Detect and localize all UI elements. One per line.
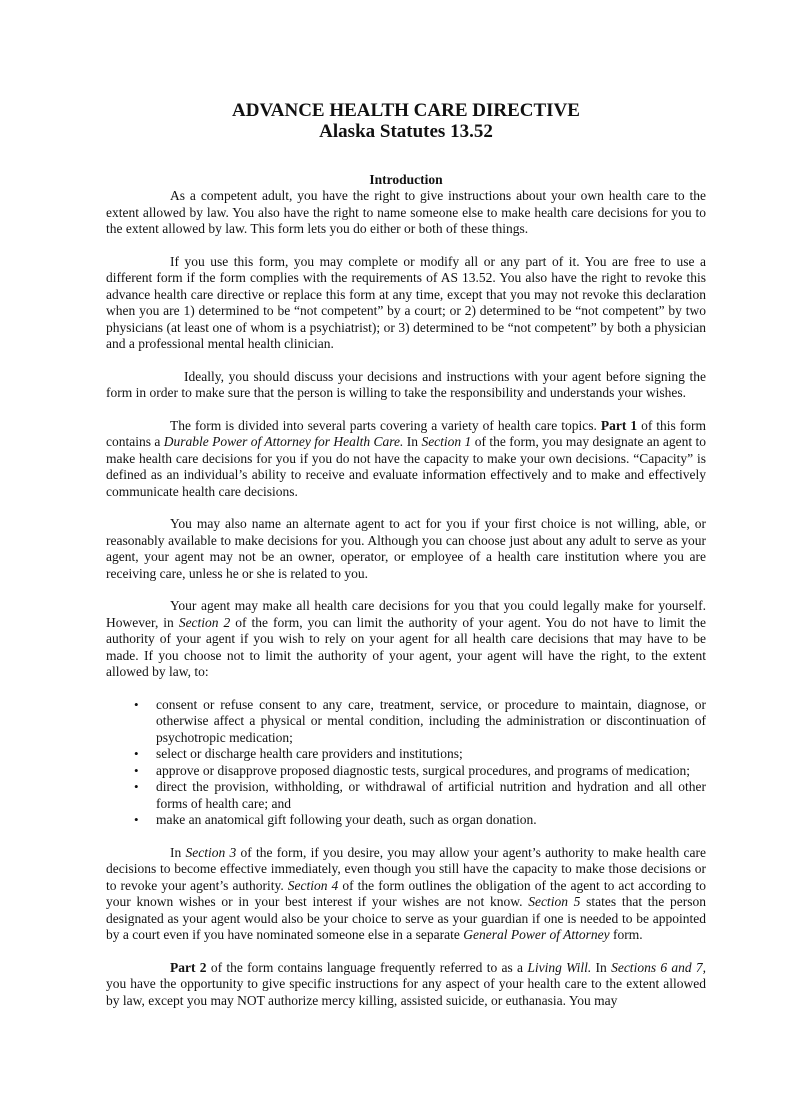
list-item bbox=[134, 746, 706, 763]
gpoa-term: General Power of Attorney bbox=[463, 927, 610, 942]
p7-text-b: of the form, if you desire, you may allow your agent’s authority to make health care decisions to become effective immediately, even though you still have the capacity to make those decisions or to revoke your agent’s authority. bbox=[106, 844, 706, 893]
bullet-icon: • bbox=[134, 762, 139, 778]
document-subtitle: Alaska Statutes 13.52 bbox=[319, 121, 493, 142]
p8-text-b: In bbox=[595, 959, 607, 975]
paragraph-3: Ideally, you should discuss your decisions and instructions with your agent before signing the form in order to make sure that the person is willing to take the responsibility and understands your wishes. bbox=[106, 368, 706, 400]
list-item-text: approve or disapprove proposed diagnostic tests, surgical procedures, and programs of medication; bbox=[156, 762, 690, 778]
bullet-icon: • bbox=[134, 779, 139, 794]
part-1-label: Part 1 bbox=[600, 417, 638, 433]
paragraph-5: You may also name an alternate agent to act for you if your first choice is not willing, able, or reasonably available to make decisions for you. Although you can choose just about any adult to serve as your agent, your agent may not be an owner, operator, or employee of a health care institution where you are receiving care, unless he or she is related to you. bbox=[106, 516, 706, 581]
bullet-icon: • bbox=[134, 746, 139, 761]
paragraph-8 bbox=[106, 960, 706, 1010]
list-item-text: make an anatomical gift following your death, such as organ donation. bbox=[156, 812, 537, 827]
list-item bbox=[134, 762, 706, 780]
p7-text-a: In bbox=[170, 844, 182, 860]
p8-text-c: you have the opportunity to give specific instructions for any aspect of your health care to the extent allowed by law, except you may NOT authorize mercy killing, assisted suicide, or euthanasia. You may bbox=[106, 976, 706, 1008]
list-item-text: consent or refuse consent to any care, treatment, service, or procedure to maintain, diagnose, or otherwise affect a physical or mental condition, including the administration or discontinuation of psychotropic medication; bbox=[156, 696, 706, 745]
paragraph-4 bbox=[106, 418, 706, 501]
p7-text-c: of the form outlines the obligation of the agent to act according to your known wishes or in your best interest if your wishes are not know. bbox=[106, 877, 706, 909]
p7-text-d: states that the person designated as your agent would also be your choice to serve as your guardian if one is needed to be appointed by a court even if you have nominated someone else in a separate bbox=[106, 894, 706, 942]
document-page bbox=[106, 100, 706, 1009]
part-2-label: Part 2 bbox=[170, 959, 207, 975]
sections-6-7-ref: Sections 6 and 7, bbox=[611, 959, 707, 975]
p6-text-a: Your agent may make all health care decisions for you that you could legally make for yourself. However, in bbox=[106, 598, 706, 630]
living-will-term: Living Will. bbox=[527, 959, 592, 975]
section-1-ref: Section 1 bbox=[421, 434, 472, 449]
p4-text-a: The form is divided into several parts covering a variety of health care topics. bbox=[170, 417, 597, 433]
introduction-heading: Introduction bbox=[369, 172, 443, 187]
section-4-ref: Section 4 bbox=[287, 877, 339, 893]
paragraph-2: If you use this form, you may complete or modify all or any part of it. You are free to use a different form if the form complies with the requirements of AS 13.52. You also have the right to revoke this advance health care directive or replace this form at any time, except that you may not revoke this declaration when you are 1) determined to be “not competent” by a court; or 2) determined to be “not competent” by two physicians (at least one of whom is a psychiatrist); or 3) determined to be “not competent” by both a physician and a professional mental health clinician. bbox=[106, 253, 706, 351]
paragraph-7 bbox=[106, 845, 706, 944]
p4-text-c: In bbox=[406, 434, 419, 449]
dpoa-term: Durable Power of Attorney for Health Care. bbox=[163, 434, 404, 449]
p4-text-d: of the form, you may designate an agent to make health care decisions for you if you do not have the capacity to make your own decisions. “Capacity” is defined as an individual’s ability to receive and evaluate information effectively and to make and effectively communicate health care decisions. bbox=[106, 434, 707, 499]
document-title: ADVANCE HEALTH CARE DIRECTIVE bbox=[232, 100, 580, 121]
bullet-icon: • bbox=[134, 812, 139, 827]
agent-rights-list bbox=[106, 697, 706, 829]
p8-text-a: of the form contains language frequently referred to as a bbox=[210, 959, 524, 975]
section-3-ref: Section 3 bbox=[185, 844, 237, 860]
p6-text-b: of the form, you can limit the authority of your agent. You do not have to limit the authority of your agent if you wish to rely on your agent for all health care decisions that may have to be made. If you choose not to limit the authority of your agent, your agent will have the right, to the extent allowed by law, to: bbox=[106, 614, 706, 679]
list-item bbox=[134, 779, 706, 812]
list-item bbox=[134, 812, 706, 829]
list-item bbox=[134, 696, 706, 747]
paragraph-6 bbox=[106, 598, 706, 681]
section-5-ref: Section 5 bbox=[528, 894, 581, 909]
list-item-text: select or discharge health care providers and institutions; bbox=[156, 746, 463, 761]
paragraph-1: As a competent adult, you have the right to give instructions about your own health care to the extent allowed by law. You also have the right to name someone else to make health care decisions for you to the extent allowed by law. This form lets you do either or both of these things. bbox=[106, 188, 706, 236]
p4-text-b: of this form contains a bbox=[106, 417, 707, 449]
list-item-text: direct the provision, withholding, or withdrawal of artificial nutrition and hydration and all other forms of health care; and bbox=[156, 779, 706, 811]
section-2-ref: Section 2 bbox=[178, 614, 231, 630]
p7-text-e: form. bbox=[612, 927, 643, 942]
bullet-icon: • bbox=[134, 696, 139, 712]
